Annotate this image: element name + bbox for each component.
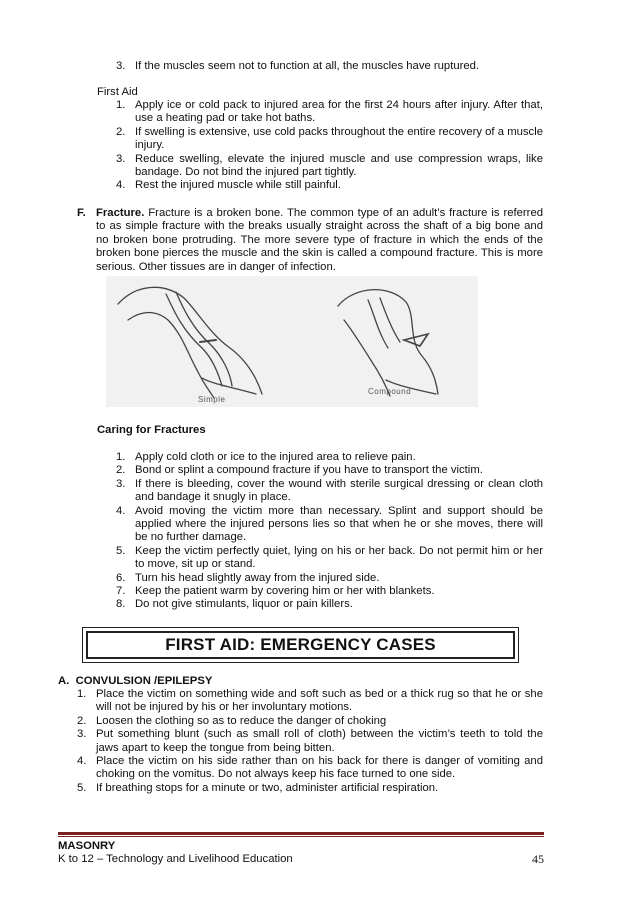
compound-bone — [368, 300, 388, 348]
first-aid-list — [116, 99, 543, 193]
list-number: 7. — [116, 585, 126, 598]
list-text: If there is bleeding, cover the wound with sterile surgical dressing or clean cloth and bandage it snugly in place. — [135, 477, 543, 504]
list-item — [116, 60, 543, 73]
first-aid-heading: First Aid — [97, 86, 138, 98]
page-number: 45 — [532, 852, 544, 866]
list-number: 1. — [116, 451, 126, 463]
list-text: Keep the patient warm by covering him or her with blankets. — [135, 585, 435, 598]
fracture-illustration — [106, 276, 478, 407]
compound-label: Compound — [368, 387, 412, 396]
list-number: 3. — [116, 60, 126, 72]
list-number: 4. — [116, 504, 126, 517]
list-number: 4. — [116, 179, 126, 192]
simple-bone-2 — [176, 292, 232, 386]
list-item — [116, 152, 543, 180]
list-item — [116, 504, 543, 545]
list-text: If breathing stops for a minute or two, administer artificial respiration. — [96, 781, 439, 794]
list-item — [116, 451, 543, 464]
caring-heading: Caring for Fractures — [97, 424, 206, 436]
list-text: If swelling is extensive, use cold packs throughout the entire recovery of a muscle injury. — [135, 125, 543, 152]
simple-label: Simple — [198, 395, 226, 404]
simple-leg-outline — [118, 287, 262, 394]
list-text: Place the victim on his side rather than on his back for there is danger of vomiting and choking on the vomitus. Do not always keep his face turned to one side. — [96, 755, 543, 781]
list-item — [116, 544, 543, 572]
list-number: 8. — [116, 598, 126, 611]
fracture-paragraph — [96, 207, 543, 274]
list-number: 2. — [77, 714, 87, 727]
list-text: Place the victim on something wide and soft such as bed or a thick rug so that he or she will not be injured by his or her involuntary motions. — [96, 688, 543, 714]
list-item — [77, 781, 543, 795]
caring-list — [116, 451, 543, 612]
list-number: 4. — [77, 755, 87, 768]
list-number: 3. — [116, 477, 126, 490]
list-number: 5. — [77, 781, 87, 794]
section-banner-title: FIRST AID: EMERGENCY CASES — [165, 635, 436, 655]
list-text: Put something blunt (such as small roll of cloth) between the victim’s teeth to told the jaws apart to keep the tongue from being bitten. — [96, 728, 543, 754]
footer-course: K to 12 – Technology and Livelihood Education — [58, 853, 293, 865]
list-number: 2. — [116, 464, 126, 477]
list-text: Bond or splint a compound fracture if you have to transport the victim. — [135, 464, 483, 477]
list-text: Turn his head slightly away from the injured side. — [135, 571, 380, 584]
list-number: 1. — [116, 99, 126, 111]
list-text: Apply ice or cold pack to injured area for the first 24 hours after injury. After that, use a heating pad or take hot baths. — [135, 99, 543, 125]
list-item — [116, 99, 543, 126]
list-text: Avoid moving the victim more than necessary. Splint and support should be applied where the injured persons lies so that when he or she moves, there will be no further damage. — [135, 504, 543, 544]
fracture-text: Fracture is a broken bone. The common type of an adult’s fracture is referred to as simple fracture with the breaks usually straight across the shaft of a big bone and no broken bone protruding. The more severe type of fracture in which the ends of the broken bone pierces the muscle and the skin is called a compound fracture. This is more serious. Other tissues are in danger of infection. — [96, 207, 544, 273]
compound-protrusion — [404, 334, 428, 346]
compound-bone-2 — [380, 298, 400, 342]
list-number: 2. — [116, 125, 126, 138]
compound-leg-outline-inner — [344, 320, 390, 396]
list-item — [116, 598, 543, 611]
footer-rule — [58, 832, 544, 835]
list-item — [77, 714, 543, 728]
list-number: 5. — [116, 544, 126, 557]
list-item — [116, 464, 543, 477]
list-item — [116, 571, 543, 585]
simple-leg-outline-inner — [128, 313, 214, 399]
list-item — [116, 125, 543, 153]
list-item — [77, 688, 543, 715]
fracture-drawing — [106, 276, 478, 407]
muscle-signs-list — [116, 60, 543, 73]
simple-break-line — [200, 340, 216, 342]
list-text: Apply cold cloth or ice to the injured area to relieve pain. — [135, 451, 416, 463]
convulsion-heading: A. CONVULSION /EPILEPSY — [58, 675, 213, 687]
convulsion-list — [77, 688, 543, 795]
fracture-term: Fracture. — [96, 207, 145, 219]
list-text: Do not give stimulants, liquor or pain killers. — [135, 598, 353, 611]
list-item — [116, 477, 543, 505]
list-number: 1. — [77, 688, 87, 700]
list-item — [116, 179, 543, 192]
list-item — [77, 728, 543, 755]
list-number: 3. — [116, 152, 126, 165]
list-text: Keep the victim perfectly quiet, lying on his or her back. Do not permit him or her to move, sit up or stand. — [135, 544, 543, 571]
fracture-letter: F. — [77, 207, 86, 219]
list-item — [116, 585, 543, 598]
list-item — [77, 755, 543, 782]
footer-subject: MASONRY — [58, 840, 116, 852]
list-text: Rest the injured muscle while still painful. — [135, 179, 341, 192]
list-text: If the muscles seem not to function at all, the muscles have ruptured. — [135, 60, 480, 72]
list-text: Loosen the clothing so as to reduce the danger of choking — [96, 714, 387, 727]
list-number: 6. — [116, 571, 126, 584]
section-banner-frame — [86, 631, 515, 659]
list-number: 3. — [77, 728, 87, 741]
footer-rule-thin — [58, 836, 544, 837]
section-banner — [82, 627, 519, 663]
list-text: Reduce swelling, elevate the injured muscle and use compression wraps, like bandage. Do not bind the injured part tightly. — [135, 152, 543, 179]
